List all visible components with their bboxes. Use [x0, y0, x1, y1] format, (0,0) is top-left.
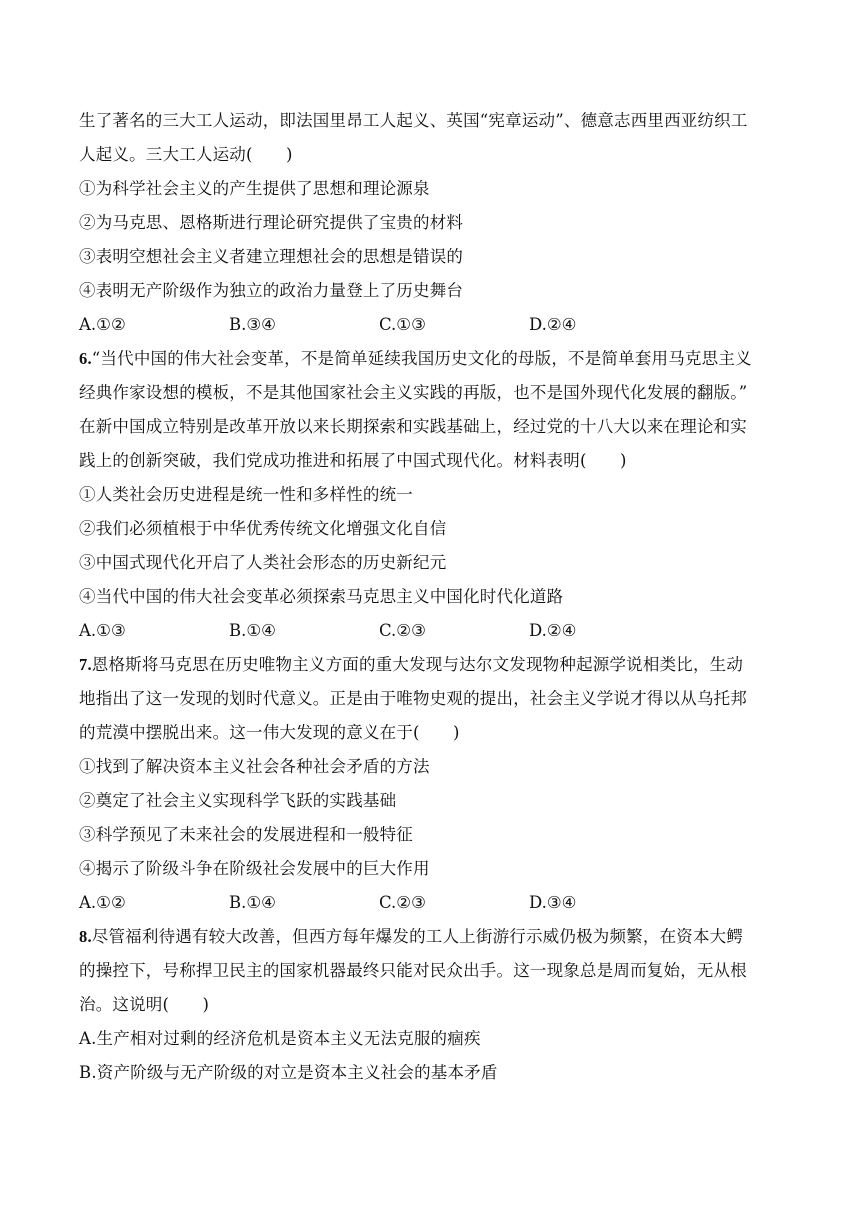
question-text-line: 的操控下，号称捍卫民主的国家机器最终只能对民众出手。这一现象总是周而复始，无从根: [79, 961, 747, 980]
option-b: B.资产阶级与无产阶级的对立是资本主义社会的基本矛盾: [79, 1063, 498, 1082]
option-a: A.①②: [79, 893, 126, 912]
option-a: A.生产相对过剩的经济危机是资本主义无法克服的痼疾: [79, 1029, 481, 1048]
answer-options: [79, 886, 779, 920]
question-number: 6.: [79, 349, 92, 368]
statement-3: ③表明空想社会主义者建立理想社会的思想是错误的: [79, 247, 464, 266]
question-text-line: 治。这说明( ): [79, 995, 210, 1014]
statement-2: ②奠定了社会主义实现科学飞跃的实践基础: [79, 791, 397, 810]
statement-2: ②我们必须植根于中华优秀传统文化增强文化自信: [79, 519, 447, 538]
statement-4: ④表明无产阶级作为独立的政治力量登上了历史舞台: [79, 281, 464, 300]
question-text-line: 的荒漠中摆脱出来。这一伟大发现的意义在于( ): [79, 723, 460, 742]
option-b: B.①④: [229, 893, 276, 912]
statement-1: ①人类社会历史进程是统一性和多样性的统一: [79, 485, 413, 504]
statement-4: ④当代中国的伟大社会变革必须探索马克思主义中国化时代化道路: [79, 587, 564, 606]
option-b: B.①④: [229, 621, 276, 640]
question-7: [79, 648, 779, 920]
question-8: [79, 920, 779, 1090]
question-6: [79, 342, 779, 648]
question-text-line: 经典作家设想的模板，不是其他国家社会主义实践的再版，也不是国外现代化发展的翻版。”: [79, 383, 748, 402]
statement-2: ②为马克思、恩格斯进行理论研究提供了宝贵的材料: [79, 213, 464, 232]
question-number: 7.: [79, 655, 92, 674]
option-a: A.①③: [79, 621, 126, 640]
statement-3: ③科学预见了未来社会的发展进程和一般特征: [79, 825, 413, 844]
question-text-line: 人起义。三大工人运动( ): [79, 145, 293, 164]
option-d: D.②④: [529, 315, 577, 334]
question-text-line: 8.尽管福利待遇有较大改善，但西方每年爆发的工人上街游行示威仍极为频繁，在资本大鳄: [79, 927, 744, 946]
question-number: 8.: [79, 927, 92, 946]
option-c: C.②③: [379, 621, 426, 640]
statement-4: ④揭示了阶级斗争在阶级社会发展中的巨大作用: [79, 859, 430, 878]
statement-1: ①找到了解决资本主义社会各种社会矛盾的方法: [79, 757, 430, 776]
question-text-line: 6.“当代中国的伟大社会变革，不是简单延续我国历史文化的母版，不是简单套用马克思主义: [79, 349, 752, 368]
answer-options: [79, 614, 779, 648]
option-d: D.③④: [529, 893, 577, 912]
question-content: [79, 104, 779, 1090]
question-text-line: 在新中国成立特别是改革开放以来长期探索和实践基础上，经过党的十八大以来在理论和实: [79, 417, 747, 436]
question-text-line: 地指出了这一发现的划时代意义。正是由于唯物史观的提出，社会主义学说才得以从乌托邦: [79, 689, 747, 708]
option-b: B.③④: [229, 315, 276, 334]
option-c: C.②③: [379, 893, 426, 912]
option-d: D.②④: [529, 621, 577, 640]
statement-3: ③中国式现代化开启了人类社会形态的历史新纪元: [79, 553, 447, 572]
question-text-line: 7.恩格斯将马克思在历史唯物主义方面的重大发现与达尔文发现物种起源学说相类比，生动: [79, 655, 744, 674]
statement-1: ①为科学社会主义的产生提供了思想和理论源泉: [79, 179, 430, 198]
question-text-line: 生了著名的三大工人运动，即法国里昂工人起义、英国“宪章运动”、德意志西里西亚纺织工: [79, 111, 748, 130]
option-c: C.①③: [379, 315, 426, 334]
answer-options: [79, 308, 779, 342]
question-5-continued: [79, 104, 779, 342]
option-a: A.①②: [79, 315, 126, 334]
question-text-line: 践上的创新突破，我们党成功推进和拓展了中国式现代化。材料表明( ): [79, 451, 627, 470]
